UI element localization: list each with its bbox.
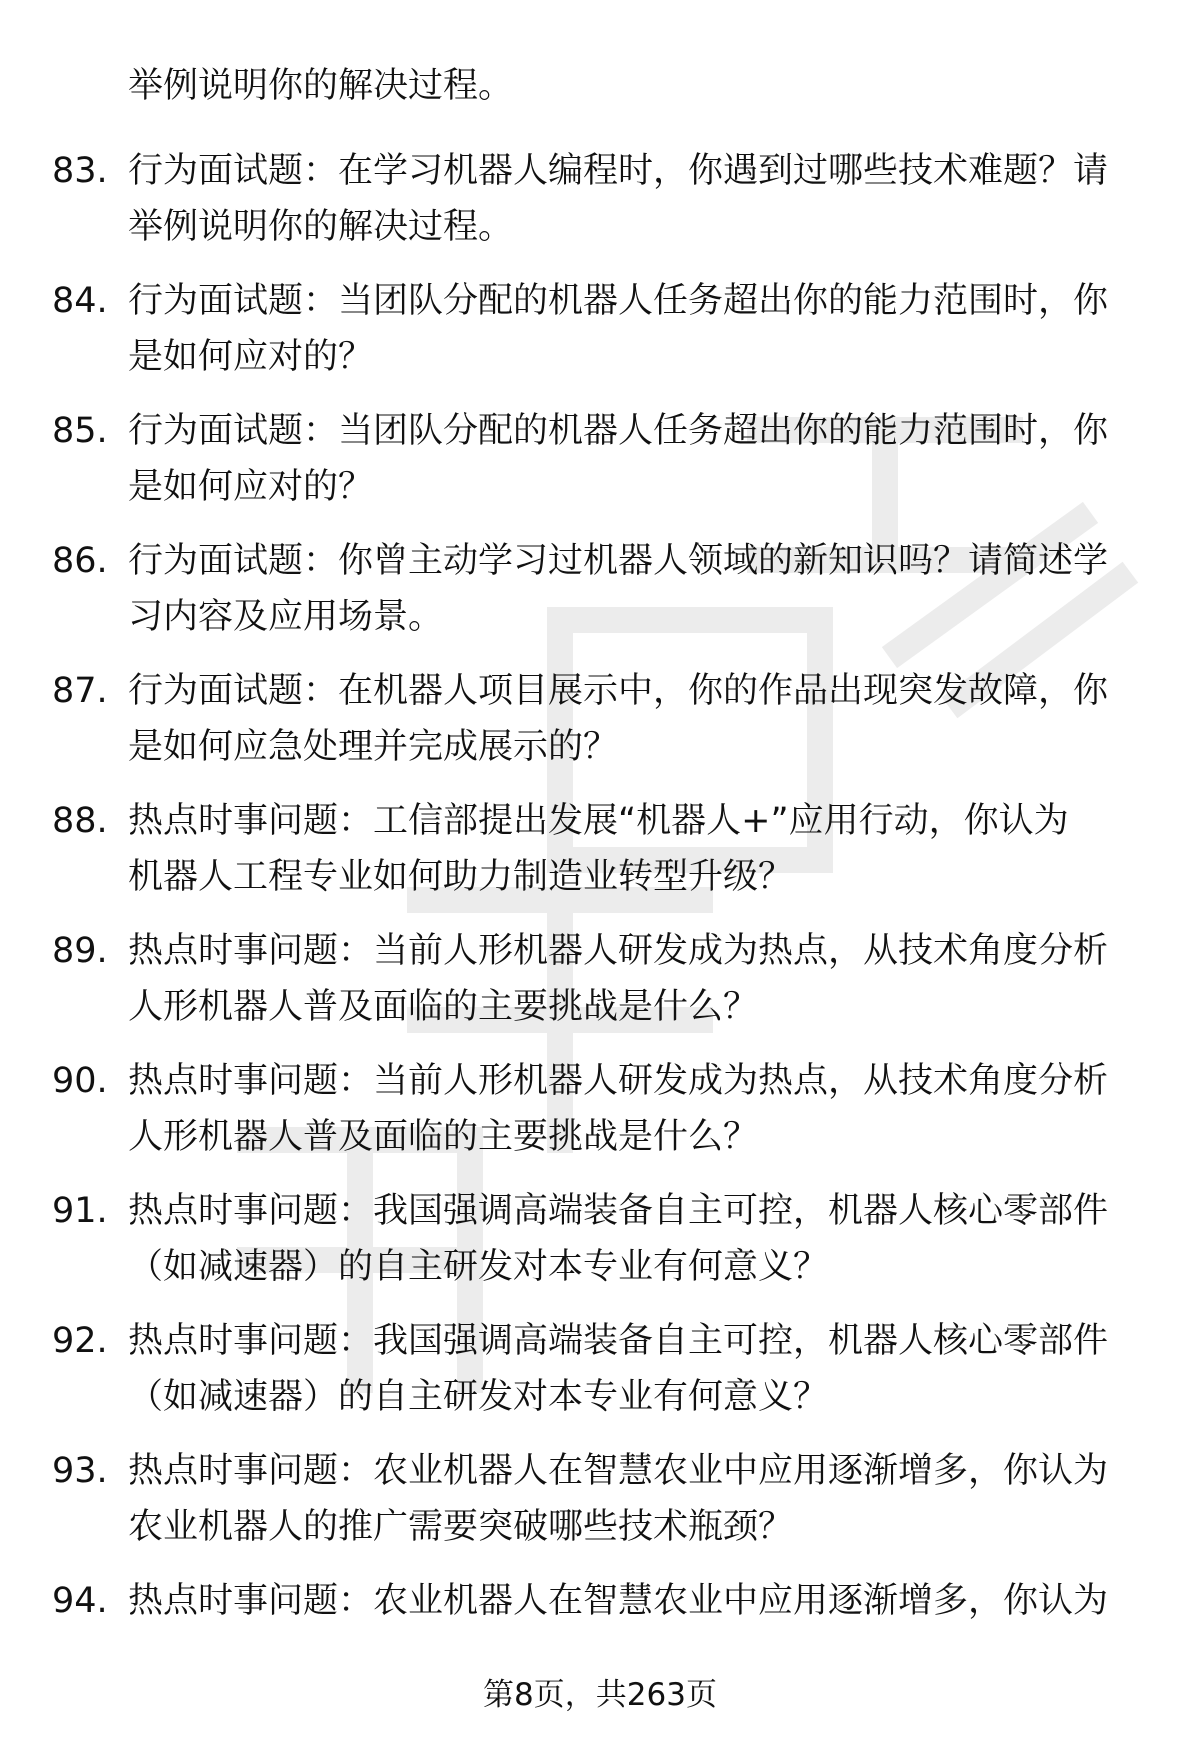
question-line: （如减速器）的自主研发对本专业有何意义？ [128,1247,829,1287]
question-number: 88. [52,801,108,841]
question-line: 热点时事问题：我国强调高端装备自主可控，机器人核心零部件 [128,1191,1109,1231]
question-line: 行为面试题：在学习机器人编程时，你遇到过哪些技术难题？请 [128,151,1109,191]
question-line: 热点时事问题：工信部提出发展“机器人+”应用行动，你认为 [128,801,1069,841]
question-text [128,1573,1158,1629]
question-line: 机器人工程专业如何助力制造业转型升级？ [128,857,794,897]
previous-question-continuation: 举例说明你的解决过程。 [128,66,514,106]
question-number: 87. [52,671,108,711]
question-line: 热点时事问题：当前人形机器人研发成为热点，从技术角度分析 [128,931,1109,971]
question-number: 91. [52,1191,108,1231]
question-line: 人形机器人普及面临的主要挑战是什么？ [128,987,759,1027]
question-line: 农业机器人的推广需要突破哪些技术瓶颈？ [128,1507,794,1547]
question-text [128,273,1158,385]
question-number: 86. [52,541,108,581]
question-text [128,1443,1158,1555]
list-item [52,273,1152,403]
list-item [52,1313,1152,1443]
question-text [128,533,1158,645]
question-line: 热点时事问题：农业机器人在智慧农业中应用逐渐增多，你认为 [128,1581,1109,1621]
question-line: 人形机器人普及面临的主要挑战是什么？ [128,1117,759,1157]
question-text [128,663,1158,775]
question-text [128,403,1158,515]
question-line: 举例说明你的解决过程。 [128,207,514,247]
question-number: 93. [52,1451,108,1491]
question-line: 热点时事问题：当前人形机器人研发成为热点，从技术角度分析 [128,1061,1109,1101]
question-list [52,143,1152,1703]
list-item [52,1183,1152,1313]
question-line: 是如何应对的？ [128,467,374,507]
question-number: 84. [52,281,108,321]
question-line: 行为面试题：你曾主动学习过机器人领域的新知识吗？请简述学 [128,541,1109,581]
question-line: 行为面试题：在机器人项目展示中，你的作品出现突发故障，你 [128,671,1109,711]
list-item [52,143,1152,273]
page-indicator: 第8页，共263页 [483,1677,717,1713]
question-text [128,1053,1158,1165]
list-item [52,1053,1152,1183]
question-number: 83. [52,151,108,191]
question-number: 89. [52,931,108,971]
list-item [52,663,1152,793]
question-line: 是如何应急处理并完成展示的？ [128,727,619,767]
list-item [52,923,1152,1053]
question-text [128,793,1158,905]
question-number: 85. [52,411,108,451]
question-text [128,923,1158,1035]
question-line: 习内容及应用场景。 [128,597,444,637]
list-item [52,793,1152,923]
question-line: 行为面试题：当团队分配的机器人任务超出你的能力范围时，你 [128,411,1109,451]
list-item [52,1443,1152,1573]
question-number: 92. [52,1321,108,1361]
question-number: 94. [52,1581,108,1621]
question-line: 是如何应对的？ [128,337,374,377]
question-line: 热点时事问题：我国强调高端装备自主可控，机器人核心零部件 [128,1321,1109,1361]
question-line: 热点时事问题：农业机器人在智慧农业中应用逐渐增多，你认为 [128,1451,1109,1491]
question-number: 90. [52,1061,108,1101]
list-item [52,403,1152,533]
question-text [128,143,1158,255]
question-line: 行为面试题：当团队分配的机器人任务超出你的能力范围时，你 [128,281,1109,321]
question-text [128,1183,1158,1295]
question-text [128,1313,1158,1425]
list-item [52,533,1152,663]
question-line: （如减速器）的自主研发对本专业有何意义？ [128,1377,829,1417]
